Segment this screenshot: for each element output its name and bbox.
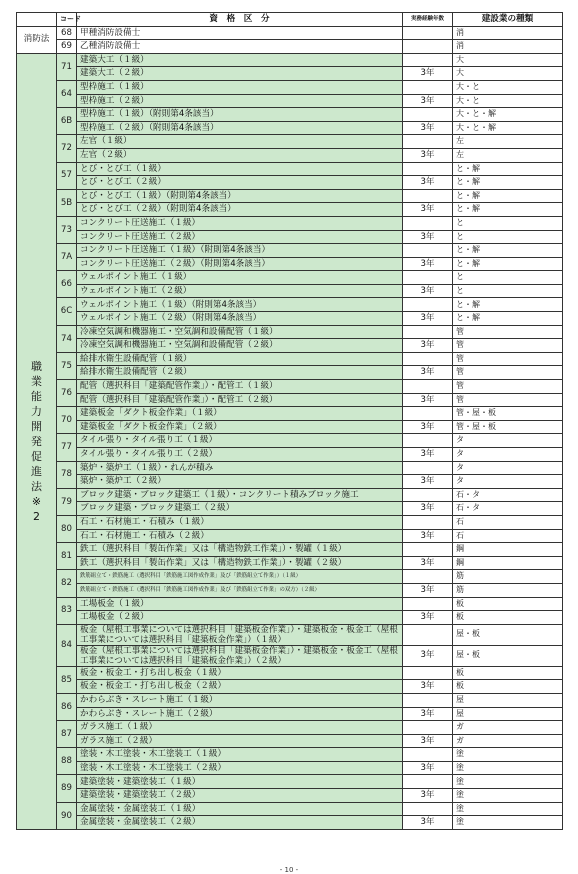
header-blank (17, 13, 57, 27)
qualification-name: とび・とび工（１級）（附則第4条該当） (77, 189, 403, 203)
table-row (17, 761, 563, 775)
construction-type: と・解 (453, 189, 563, 203)
category-shobo: 消防法 (17, 26, 57, 53)
construction-type: 屋・板 (453, 624, 563, 645)
table-row (17, 721, 563, 735)
experience-years (403, 407, 453, 421)
table-row (17, 393, 563, 407)
experience-years: 3年 (403, 176, 453, 190)
qualification-name: ウェルポイント施工（１級） (77, 271, 403, 285)
experience-years: 3年 (403, 203, 453, 217)
table-row (17, 816, 563, 830)
code-cell: 70 (57, 407, 77, 434)
table-row (17, 271, 563, 285)
construction-type: タ (453, 475, 563, 489)
qualification-name: 給排水衛生設備配管（２級） (77, 366, 403, 380)
qualification-name: 金属塗装・金属塗装工（１級） (77, 802, 403, 816)
table-row (17, 244, 563, 258)
table-row (17, 312, 563, 326)
qualification-name: 左官（１級） (77, 135, 403, 149)
construction-type: 大・と (453, 94, 563, 108)
code-cell: 69 (57, 40, 77, 54)
experience-years: 3年 (403, 230, 453, 244)
experience-years: 3年 (403, 734, 453, 748)
qualification-name: 鉄筋組立て・鉄筋施工（選択科目「鉄筋施工図作成作業」及び「鉄筋組立て作業」の双方）（２級） (77, 583, 403, 597)
experience-years: 3年 (403, 707, 453, 721)
construction-type: と・解 (453, 203, 563, 217)
table-row (17, 203, 563, 217)
qualification-name: 型枠施工（２級）（附則第4条該当） (77, 121, 403, 135)
table-row (17, 67, 563, 81)
qualification-name: 建築板金「ダクト板金作業」（２級） (77, 420, 403, 434)
table-row (17, 121, 563, 135)
experience-years: 3年 (403, 339, 453, 353)
table-row (17, 216, 563, 230)
code-cell: 89 (57, 775, 77, 802)
construction-type: ガ (453, 721, 563, 735)
construction-type: 大 (453, 67, 563, 81)
construction-type: 塗 (453, 761, 563, 775)
experience-years: 3年 (403, 67, 453, 81)
category-shokugyo (17, 53, 57, 829)
table-row (17, 339, 563, 353)
code-cell: 5B (57, 189, 77, 216)
experience-years (403, 216, 453, 230)
qualification-name: 冷凍空気調和機器施工・空気調和設備配管（１級） (77, 325, 403, 339)
qualification-name: コンクリート圧送施工（１級）（附則第4条該当） (77, 244, 403, 258)
experience-years: 3年 (403, 94, 453, 108)
table-row (17, 352, 563, 366)
construction-type: 板 (453, 611, 563, 625)
code-cell: 72 (57, 135, 77, 162)
category-char: 進 (31, 464, 42, 478)
experience-years: 3年 (403, 393, 453, 407)
table-row (17, 434, 563, 448)
qualification-name: 鉄筋組立て・鉄筋施工（選択科目「鉄筋施工図作成作業」及び「鉄筋組立て作業」）（１級） (77, 570, 403, 584)
category-char: 法 (31, 479, 42, 493)
table-row (17, 176, 563, 190)
table-body (17, 26, 563, 829)
table-row (17, 488, 563, 502)
construction-type: 管 (453, 380, 563, 394)
qualification-name: コンクリート圧送施工（１級） (77, 216, 403, 230)
code-cell: 82 (57, 570, 77, 597)
qualification-name: ガラス施工（２級） (77, 734, 403, 748)
category-char: 業 (31, 374, 42, 388)
category-char: 発 (31, 434, 42, 448)
experience-years (403, 721, 453, 735)
category-char: 開 (31, 419, 42, 433)
experience-years (403, 488, 453, 502)
category-char: ※ (31, 494, 42, 508)
qualification-name: とび・とび工（２級）（附則第4条該当） (77, 203, 403, 217)
qualification-name: 工場板金（２級） (77, 611, 403, 625)
category-char: 力 (31, 404, 42, 418)
construction-type: と (453, 230, 563, 244)
experience-years: 3年 (403, 556, 453, 570)
construction-type: と・解 (453, 257, 563, 271)
construction-type: 大・と (453, 80, 563, 94)
table-row (17, 380, 563, 394)
table-row (17, 257, 563, 271)
code-cell: 68 (57, 26, 77, 40)
construction-type: と・解 (453, 312, 563, 326)
construction-type: 屋・板 (453, 645, 563, 666)
construction-type: 塗 (453, 802, 563, 816)
construction-type: 大 (453, 53, 563, 67)
construction-type: 大・と・解 (453, 121, 563, 135)
table-row (17, 515, 563, 529)
construction-type: 屋 (453, 693, 563, 707)
table-row (17, 748, 563, 762)
construction-type: タ (453, 434, 563, 448)
construction-type: 消 (453, 40, 563, 54)
qualification-name: かわらぶき・スレート施工（２級） (77, 707, 403, 721)
qualification-name: ウェルポイント施工（１級）（附則第4条該当） (77, 298, 403, 312)
qualification-name: タイル張り・タイル張り工（１級） (77, 434, 403, 448)
experience-years: 3年 (403, 420, 453, 434)
code-cell: 71 (57, 53, 77, 80)
experience-years (403, 108, 453, 122)
qualification-name: 配管（選択科目「建築配管作業」）・配管工（２級） (77, 393, 403, 407)
table-row (17, 529, 563, 543)
code-cell: 79 (57, 488, 77, 515)
qualification-name: 甲種消防設備士 (77, 26, 403, 40)
code-cell: 84 (57, 624, 77, 666)
qualification-name: 板金（屋根工事業については選択科目「建築板金作業」）・建築板金・板金工（屋根工事業については選択科目「建築板金作業」）（１級） (77, 624, 403, 645)
qualification-name: 乙種消防設備士 (77, 40, 403, 54)
qualification-name: ウェルポイント施工（２級）（附則第4条該当） (77, 312, 403, 326)
code-cell: 83 (57, 597, 77, 624)
experience-years: 3年 (403, 148, 453, 162)
table-row (17, 802, 563, 816)
experience-years: 3年 (403, 448, 453, 462)
qualification-name: 建築板金「ダクト板金作業」（１級） (77, 407, 403, 421)
category-char: 能 (31, 389, 42, 403)
experience-years (403, 271, 453, 285)
code-cell: 77 (57, 434, 77, 461)
construction-type: 筋 (453, 583, 563, 597)
header-type: 建設業の種類 (453, 13, 563, 27)
experience-years: 3年 (403, 502, 453, 516)
experience-years (403, 802, 453, 816)
qualification-name: 型枠施工（２級） (77, 94, 403, 108)
experience-years: 3年 (403, 529, 453, 543)
construction-type: 消 (453, 26, 563, 40)
experience-years: 3年 (403, 680, 453, 694)
qualification-name: 給排水衛生設備配管（１級） (77, 352, 403, 366)
table-row (17, 707, 563, 721)
qualification-name: 鉄工（選択科目「製缶作業」又は「構造物鉄工作業」）・製罐（２級） (77, 556, 403, 570)
experience-years (403, 515, 453, 529)
experience-years (403, 26, 453, 40)
qualification-name: 建築大工（２級） (77, 67, 403, 81)
code-cell: 80 (57, 515, 77, 542)
table-row (17, 645, 563, 666)
construction-type: 鋼 (453, 543, 563, 557)
code-cell: 87 (57, 721, 77, 748)
experience-years (403, 53, 453, 67)
construction-type: タ (453, 448, 563, 462)
experience-years (403, 666, 453, 680)
qualification-name: ブロック建築・ブロック建築工（２級） (77, 502, 403, 516)
construction-type: 屋 (453, 707, 563, 721)
experience-years: 3年 (403, 257, 453, 271)
construction-type: 板 (453, 597, 563, 611)
experience-years (403, 135, 453, 149)
code-cell: 75 (57, 352, 77, 379)
code-cell: 81 (57, 543, 77, 570)
experience-years: 3年 (403, 816, 453, 830)
qualification-name: 工場板金（１級） (77, 597, 403, 611)
category-char: 2 (33, 509, 40, 523)
category-char: 職 (31, 359, 42, 373)
code-cell: 73 (57, 216, 77, 243)
table-row (17, 135, 563, 149)
experience-years (403, 162, 453, 176)
table-row (17, 543, 563, 557)
table-row (17, 597, 563, 611)
table-row (17, 624, 563, 645)
experience-years: 3年 (403, 611, 453, 625)
construction-type: と・解 (453, 176, 563, 190)
table-row (17, 26, 563, 40)
qualification-name: 配管（選択科目「建築配管作業」）・配管工（１級） (77, 380, 403, 394)
code-cell: 6B (57, 108, 77, 135)
qualification-name: 型枠施工（１級）（附則第4条該当） (77, 108, 403, 122)
code-cell: 78 (57, 461, 77, 488)
table-row (17, 461, 563, 475)
table-row (17, 475, 563, 489)
experience-years (403, 434, 453, 448)
table-row (17, 189, 563, 203)
experience-years (403, 570, 453, 584)
experience-years: 3年 (403, 645, 453, 666)
construction-type: 塗 (453, 816, 563, 830)
table-row (17, 583, 563, 597)
code-cell: 66 (57, 271, 77, 298)
qualification-name: とび・とび工（２級） (77, 176, 403, 190)
qualification-name: 石工・石材施工・石積み（２級） (77, 529, 403, 543)
table-row (17, 162, 563, 176)
experience-years (403, 80, 453, 94)
experience-years (403, 352, 453, 366)
table-row (17, 775, 563, 789)
code-cell: 90 (57, 802, 77, 829)
qualification-name: 金属塗装・金属塗装工（２級） (77, 816, 403, 830)
experience-years: 3年 (403, 312, 453, 326)
code-cell: 64 (57, 80, 77, 107)
table-row (17, 325, 563, 339)
construction-type: と (453, 216, 563, 230)
experience-years (403, 693, 453, 707)
qualification-name: コンクリート圧送施工（２級） (77, 230, 403, 244)
qualification-name: 型枠施工（１級） (77, 80, 403, 94)
construction-type: 石 (453, 529, 563, 543)
construction-type: 大・と・解 (453, 108, 563, 122)
table-row (17, 80, 563, 94)
code-cell: 6C (57, 298, 77, 325)
table-row (17, 407, 563, 421)
experience-years (403, 775, 453, 789)
table-row (17, 230, 563, 244)
table-row (17, 40, 563, 54)
code-cell: 88 (57, 748, 77, 775)
experience-years: 3年 (403, 475, 453, 489)
construction-type: 塗 (453, 748, 563, 762)
table-row (17, 448, 563, 462)
page-footer: - 10 - (279, 866, 299, 874)
experience-years (403, 461, 453, 475)
qualification-name: 鉄工（選択科目「製缶作業」又は「構造物鉄工作業」）・製罐（１級） (77, 543, 403, 557)
qualification-name: 板金・板金工・打ち出し板金（２級） (77, 680, 403, 694)
table-row (17, 789, 563, 803)
qualification-name: 塗装・木工塗装・木工塗装工（２級） (77, 761, 403, 775)
table-row (17, 366, 563, 380)
construction-type: と・解 (453, 298, 563, 312)
construction-type: と (453, 271, 563, 285)
experience-years (403, 40, 453, 54)
qualification-name: ブロック建築・ブロック建築工（１級）・コンクリート積みブロック施工 (77, 488, 403, 502)
code-cell: 57 (57, 162, 77, 189)
construction-type: ガ (453, 734, 563, 748)
table-row (17, 556, 563, 570)
qualification-name: タイル張り・タイル張り工（２級） (77, 448, 403, 462)
qualification-name: 築炉・築炉工（２級） (77, 475, 403, 489)
experience-years (403, 748, 453, 762)
construction-type: 管・屋・板 (453, 407, 563, 421)
construction-type: 管 (453, 325, 563, 339)
code-cell: 86 (57, 693, 77, 720)
qualification-name: ガラス施工（１級） (77, 721, 403, 735)
code-cell: 74 (57, 325, 77, 352)
qualification-name: 板金（屋根工事業については選択科目「建築板金作業」）・建築板金・板金工（屋根工事業については選択科目「建築板金作業」）（２級） (77, 645, 403, 666)
qualification-name: ウェルポイント施工（２級） (77, 284, 403, 298)
experience-years (403, 298, 453, 312)
experience-years: 3年 (403, 761, 453, 775)
table-row (17, 148, 563, 162)
experience-years: 3年 (403, 583, 453, 597)
table-row (17, 53, 563, 67)
table-row (17, 298, 563, 312)
construction-type: 管・屋・板 (453, 420, 563, 434)
table-row (17, 284, 563, 298)
table-row (17, 611, 563, 625)
construction-type: 塗 (453, 775, 563, 789)
qualification-name: 建築塗装・建築塗装工（２級） (77, 789, 403, 803)
qualification-name: 左官（２級） (77, 148, 403, 162)
construction-type: と・解 (453, 244, 563, 258)
qualification-name: 板金・板金工・打ち出し板金（１級） (77, 666, 403, 680)
construction-type: 管 (453, 352, 563, 366)
qualification-name: コンクリート圧送施工（２級）（附則第4条該当） (77, 257, 403, 271)
qualification-name: とび・とび工（１級） (77, 162, 403, 176)
table-row (17, 502, 563, 516)
experience-years: 3年 (403, 789, 453, 803)
construction-type: タ (453, 461, 563, 475)
construction-type: 石・タ (453, 502, 563, 516)
category-char: 促 (31, 449, 42, 463)
qualification-name: かわらぶき・スレート施工（１級） (77, 693, 403, 707)
experience-years (403, 244, 453, 258)
experience-years (403, 597, 453, 611)
experience-years (403, 189, 453, 203)
construction-type: 筋 (453, 570, 563, 584)
construction-type: 塗 (453, 789, 563, 803)
construction-type: 板 (453, 680, 563, 694)
qualification-name: 建築大工（１級） (77, 53, 403, 67)
construction-type: 石 (453, 515, 563, 529)
construction-type: 管 (453, 339, 563, 353)
construction-type: 管 (453, 366, 563, 380)
qualification-name: 塗装・木工塗装・木工塗装工（１級） (77, 748, 403, 762)
qualification-name: 冷凍空気調和機器施工・空気調和設備配管（２級） (77, 339, 403, 353)
experience-years (403, 543, 453, 557)
experience-years (403, 325, 453, 339)
experience-years: 3年 (403, 366, 453, 380)
qualification-name: 築炉・築炉工（１級）・れんが積み (77, 461, 403, 475)
experience-years (403, 380, 453, 394)
table-row (17, 693, 563, 707)
construction-type: と・解 (453, 162, 563, 176)
code-cell: 7A (57, 244, 77, 271)
qualification-table (16, 12, 563, 830)
experience-years: 3年 (403, 284, 453, 298)
header-code: コード (57, 13, 77, 27)
construction-type: と (453, 284, 563, 298)
code-cell: 76 (57, 380, 77, 407)
table-row (17, 666, 563, 680)
construction-type: 左 (453, 135, 563, 149)
code-cell: 85 (57, 666, 77, 693)
header-years: 実務経験年数 (403, 13, 453, 27)
table-row (17, 108, 563, 122)
table-row (17, 570, 563, 584)
table-row (17, 734, 563, 748)
construction-type: 板 (453, 666, 563, 680)
construction-type: 石・タ (453, 488, 563, 502)
construction-type: 鋼 (453, 556, 563, 570)
construction-type: 左 (453, 148, 563, 162)
qualification-name: 建築塗装・建築塗装工（１級） (77, 775, 403, 789)
table-row (17, 420, 563, 434)
header-qualification: 資 格 区 分 (77, 13, 403, 27)
experience-years (403, 624, 453, 645)
table-row (17, 94, 563, 108)
experience-years: 3年 (403, 121, 453, 135)
table-header-row (17, 13, 563, 27)
construction-type: 管 (453, 393, 563, 407)
qualification-name: 石工・石材施工・石積み（１級） (77, 515, 403, 529)
table-row (17, 680, 563, 694)
